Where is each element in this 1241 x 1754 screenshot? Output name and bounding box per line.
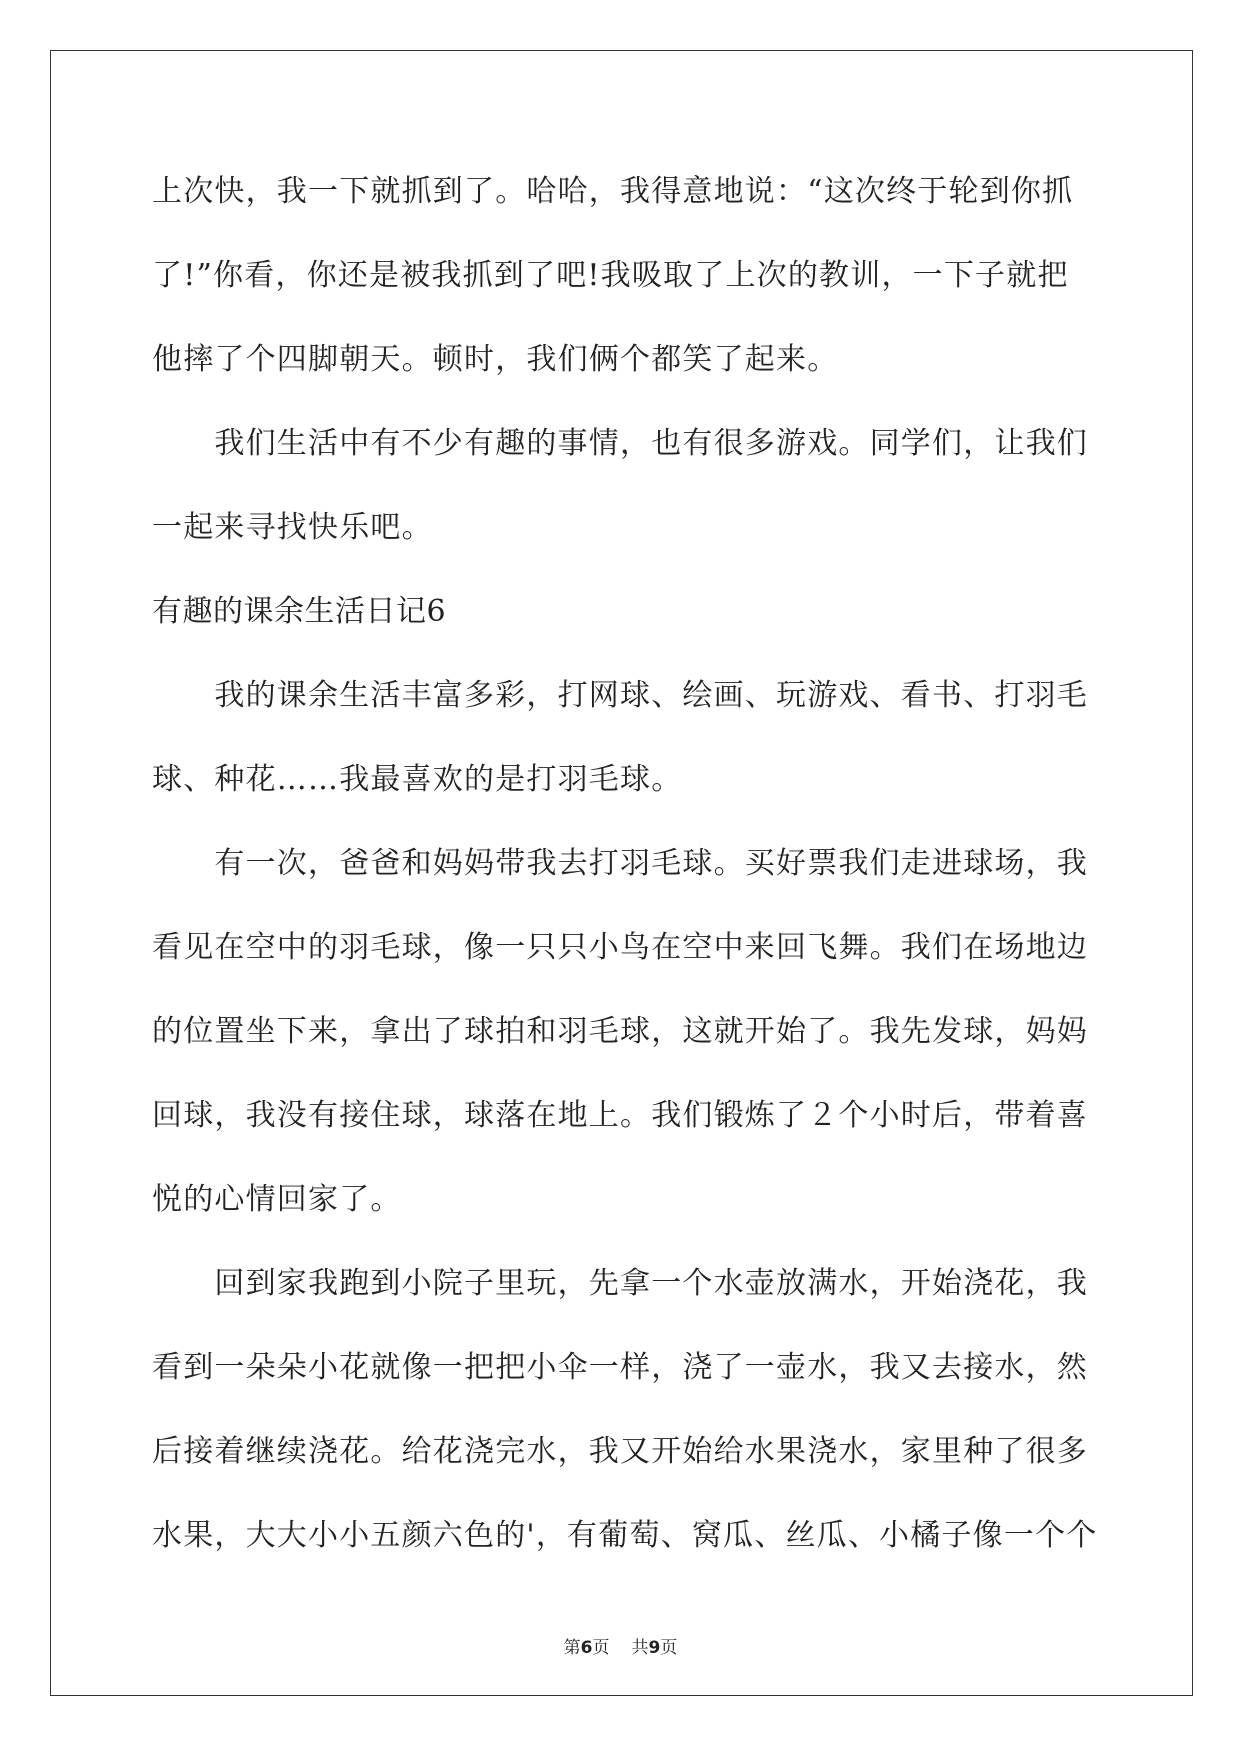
text-line: 我的课余生活丰富多彩，打网球、绘画、玩游戏、看书、打羽毛 <box>152 678 1088 713</box>
text-line: 了!”你看，你还是被我抓到了吧!我吸取了上次的教训，一下子就把 <box>152 258 1069 293</box>
page-number-suffix: 页 <box>592 1638 610 1658</box>
total-pages-prefix: 共 <box>631 1638 649 1658</box>
page-number-current: 6 <box>580 1638 593 1658</box>
text-line: 一起来寻找快乐吧。 <box>152 510 433 545</box>
text-line: 水果，大大小小五颜六色的'，有葡萄、窝瓜、丝瓜、小橘子像一个个 <box>152 1518 1098 1553</box>
page-number-prefix: 第 <box>563 1638 581 1658</box>
text-line: 回球，我没有接住球，球落在地上。我们锻炼了２个小时后，带着喜 <box>152 1098 1088 1133</box>
text-line: 回到家我跑到小院子里玩，先拿一个水壶放满水，开始浇花，我 <box>152 1266 1088 1301</box>
page-footer <box>0 1633 1241 1658</box>
text-line: 上次快，我一下就抓到了。哈哈，我得意地说：“这次终于轮到你抓 <box>152 174 1074 209</box>
text-line: 我们生活中有不少有趣的事情，也有很多游戏。同学们，让我们 <box>152 426 1088 461</box>
text-line: 的位置坐下来，拿出了球拍和羽毛球，这就开始了。我先发球，妈妈 <box>152 1014 1088 1049</box>
text-line: 球、种花……我最喜欢的是打羽毛球。 <box>152 762 683 797</box>
text-line: 看见在空中的羽毛球，像一只只小鸟在空中来回飞舞。我们在场地边 <box>152 930 1088 965</box>
document-body <box>152 162 1098 1590</box>
text-line: 后接着继续浇花。给花浇完水，我又开始给水果浇水，家里种了很多 <box>152 1434 1088 1469</box>
text-line: 悦的心情回家了。 <box>152 1182 402 1217</box>
text-line: 看到一朵朵小花就像一把把小伞一样，浇了一壶水，我又去接水，然 <box>152 1350 1088 1385</box>
total-pages-suffix: 页 <box>660 1638 678 1658</box>
text-line: 有一次，爸爸和妈妈带我去打羽毛球。买好票我们走进球场，我 <box>152 846 1088 881</box>
total-pages-count: 9 <box>648 1638 661 1658</box>
section-heading: 有趣的课余生活日记6 <box>152 594 447 629</box>
text-line: 他摔了个四脚朝天。顿时，我们俩个都笑了起来。 <box>152 342 839 377</box>
